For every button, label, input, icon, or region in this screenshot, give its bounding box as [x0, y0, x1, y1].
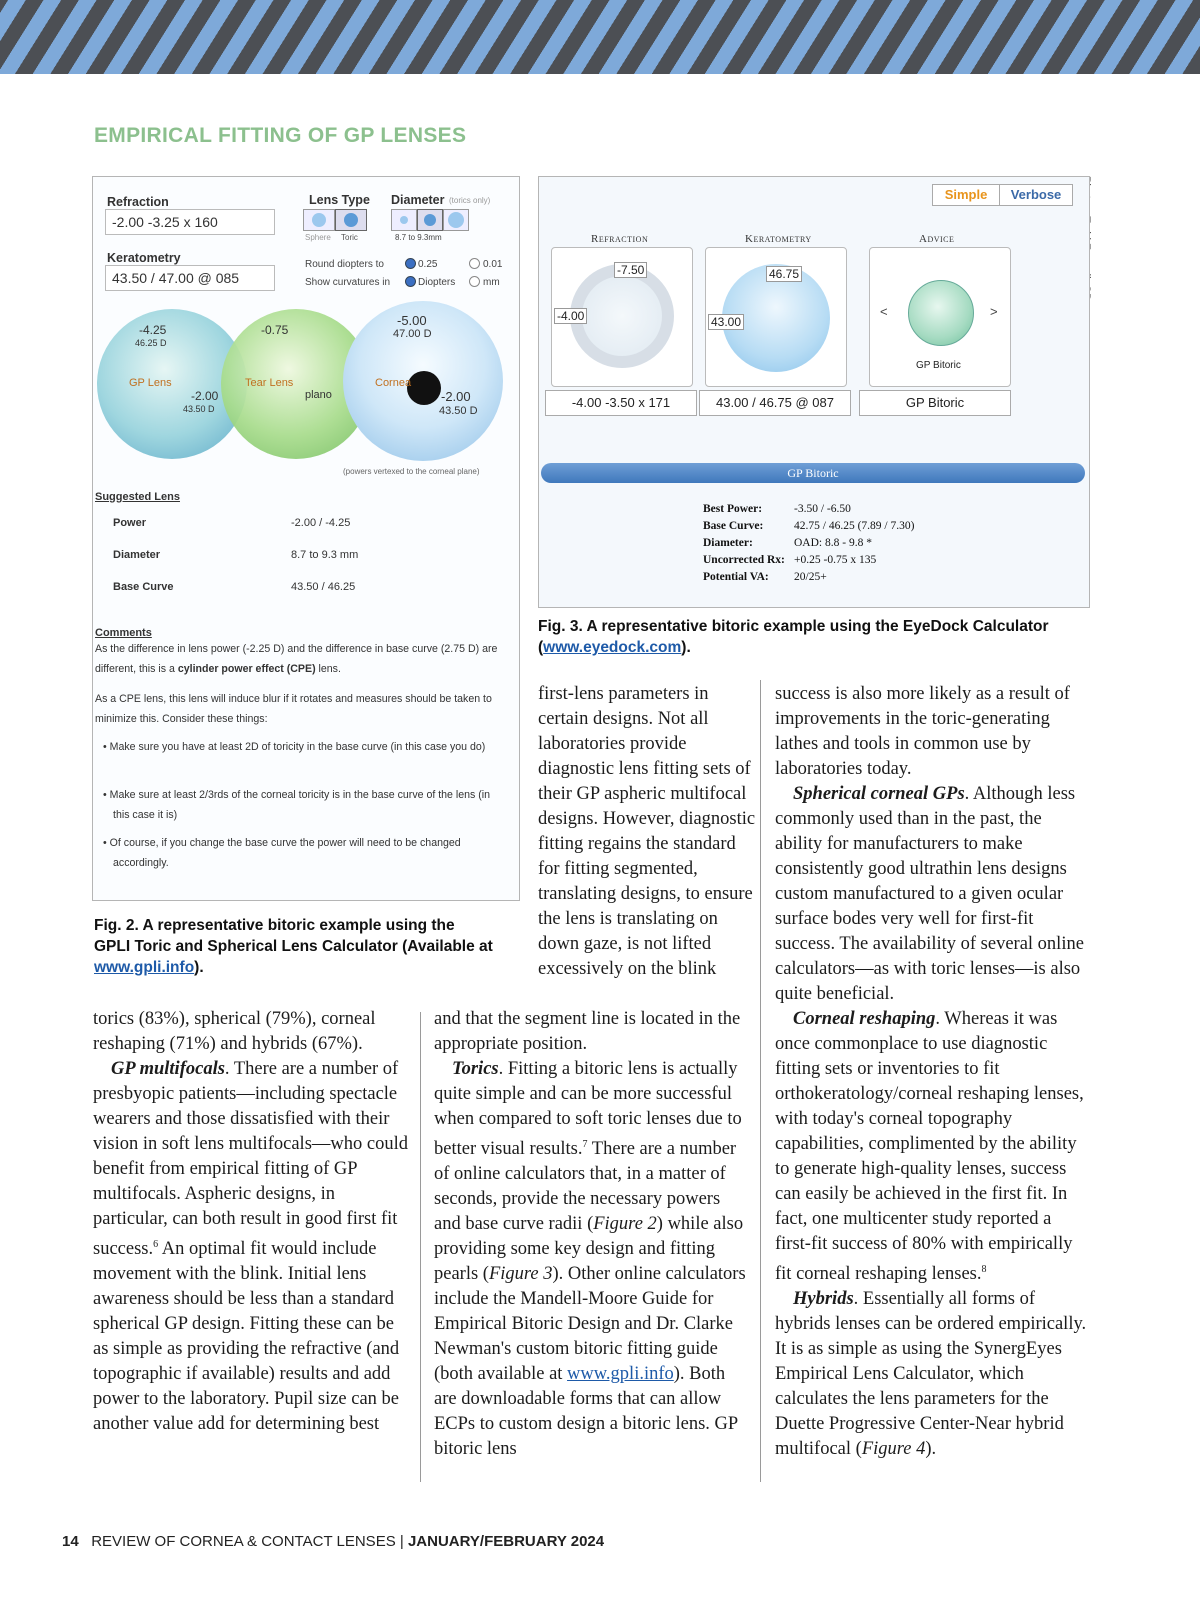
suggested-diameter-label: Diameter [113, 549, 161, 561]
advice-heading: Advice [919, 233, 955, 245]
col-b-para-1: and that the segment line is located in the appropriate position. [434, 1009, 741, 1054]
col-c-para-1: success is also more likely as a result of improvements in the toric-generating lathes and tools in common use by laboratories today. [775, 684, 1070, 779]
diameter-small-option[interactable] [391, 209, 417, 231]
keratometry-label: Keratometry [107, 251, 181, 265]
refraction-heading: Refraction [591, 233, 649, 245]
refraction-panel [551, 247, 693, 387]
detail-labels: Best Power: Base Curve: Diameter: Uncorrected Rx: Potential VA: [703, 503, 785, 583]
column-c [775, 682, 1091, 1462]
diopters-label: Diopters [418, 277, 456, 288]
issue-date: JANUARY/FEBRUARY 2024 [407, 1533, 605, 1550]
gp-side-power: -2.00 [191, 389, 219, 403]
page-footer [62, 1533, 604, 1550]
journal-name: REVIEW OF CORNEA & CONTACT LENSES [91, 1533, 396, 1550]
eyedock-link[interactable]: www.eyedock.com [543, 639, 682, 656]
col-c-para-4: Hybrids. Essentially all forms of hybrids lenses can be ordered empirically. It is as simple as using the SynergEyes Empirical Lens Calculator, which calculates the lens parameters for the Duette Progressive Center-Near hybrid multifocal (Figure 4). [775, 1289, 1087, 1460]
refraction-left-value: -4.00 [554, 308, 587, 324]
column-a [93, 1007, 409, 1437]
mm-radio[interactable] [469, 276, 480, 287]
tear-side-power: plano [305, 389, 332, 401]
keratometry-input[interactable]: 43.50 / 47.00 @ 085 [105, 265, 275, 291]
verbose-tab[interactable]: Verbose [999, 184, 1073, 206]
col-b-para-2: Torics. Fitting a bitoric lens is actually quite simple and can be more successful when compared to soft toric lenses due to better visual results.$^7$ There are a number of online calculators that, in a matter of seconds, provide the necessary powers and base curve radii (Figure 2) while also providing some key design and fitting pearls (Figure 3). Other online calculators include the Mandell-Moore Guide for Empirical Bitoric Design and Dr. Clarke Newman's custom bitoric fitting guide (both available at www.gpli.info). Both are downloadable forms that can allow ECPs to custom design a bitoric lens. GP bitoric lens [434, 1059, 746, 1460]
lens-type-label: Lens Type [309, 193, 370, 207]
gpli-link[interactable]: www.gpli.info [94, 959, 195, 976]
gp-lens-name: GP Lens [129, 377, 172, 389]
advice-panel-label: GP Bitoric [916, 360, 961, 371]
section-title: EMPIRICAL FITTING OF GP LENSES [94, 124, 467, 147]
diameter-label: Diameter [391, 193, 445, 207]
refraction-input[interactable]: -2.00 -3.25 x 160 [105, 209, 275, 235]
column-b [434, 1007, 750, 1462]
toric-label: Toric [341, 233, 358, 242]
gpli-body-link[interactable]: www.gpli.info [567, 1364, 674, 1385]
bullet-1: • Make sure you have at least 2D of toricity in the base curve (in this case you do) [103, 741, 486, 753]
col-a-para-1: torics (83%), spherical (79%), corneal reshaping (71%) and hybrids (67%). [93, 1009, 376, 1054]
advice-panel [869, 247, 1011, 387]
round-025-label: 0.25 [418, 259, 438, 270]
gp-top-curve: 46.25 D [135, 338, 167, 348]
comments-title: Comments [95, 627, 152, 639]
sphere-label: Sphere [305, 233, 331, 242]
header-stripes [0, 0, 1200, 74]
round-001-radio[interactable] [469, 258, 480, 269]
cornea-name: Cornea [375, 377, 412, 389]
advice-prev[interactable]: < [880, 304, 888, 319]
suggested-basecurve-label: Base Curve [113, 581, 174, 593]
bullet-2: • Make sure at least 2/3rds of the corneal toricity is in the base curve of the lens (in this case it is) [103, 789, 491, 821]
column-divider-1 [420, 1012, 421, 1482]
col-c-para-2: Spherical corneal GPs. Although less commonly used than in the past, the ability for manufacturers to make consistently good ultrathin lens designs custom manufactured to a given ocular surface bodes very well for first-fit success. The availability of several online calculators—as with toric lenses—is also quite beneficial. [775, 784, 1084, 1004]
pupil [407, 371, 441, 405]
tear-lens-name: Tear Lens [245, 377, 294, 389]
figure-3 [538, 176, 1090, 608]
diopters-radio[interactable] [405, 276, 416, 287]
footer-separator: | [399, 1533, 404, 1550]
keratometry-panel [705, 247, 847, 387]
cornea-side-power: -2.00 [441, 389, 471, 404]
comment-1: As the difference in lens power (-2.25 D) and the difference in base curve (2.75 D) are different, this is a cylinder power effect (CPE) lens. [95, 643, 498, 675]
diameter-note: (torics only) [449, 196, 491, 205]
simple-tab[interactable]: Simple [932, 184, 1000, 206]
advice-value-box[interactable]: GP Bitoric [859, 390, 1011, 416]
suggested-title: Suggested Lens [95, 491, 180, 503]
curv-label: Show curvatures in [305, 277, 391, 288]
col-a-para-2: GP multifocals. There are a number of presbyopic patients—including spectacle wearers and those dissatisfied with their vision in soft lens multifocals—who could benefit from empirical fitting of GP multifocals. Aspheric designs, in particular, can both result in good first fit success.$^6$ An optimal fit would include movement with the blink. Initial lens awareness should be less than a standard spherical GP design. Fitting these can be as simple as providing the refractive (and topographic if available) results and add power to the laboratory. Pupil size can be another value add for determining best [93, 1059, 408, 1435]
round-label: Round diopters to [305, 259, 384, 270]
bullet-3: • Of course, if you change the base curve the power will need to be changed accordingly. [103, 837, 461, 869]
figure-3-caption: Fig. 3. A representative bitoric example using the EyeDock Calculator (www.eyedock.com). [538, 618, 1049, 656]
vertex-note: (powers vertexed to the corneal plane) [343, 467, 480, 476]
toric-option[interactable] [335, 209, 367, 231]
cornea-top-curve: 47.00 D [393, 328, 432, 340]
keratometry-heading: Keratometry [745, 233, 812, 245]
suggested-basecurve-value: 43.50 / 46.25 [291, 581, 356, 593]
cornea-side-curve: 43.50 D [439, 405, 478, 417]
diameter-large-option[interactable] [443, 209, 469, 231]
diameter-range: 8.7 to 9.3mm [395, 233, 442, 242]
round-001-label: 0.01 [483, 259, 503, 270]
col-c-para-3: Corneal reshaping. Whereas it was once commonplace to use diagnostic fitting sets or inventories to fit orthokeratology/corneal reshaping lenses, with today's corneal topography capabilities, complimented by the ability to generate high-quality lenses, success can easily be achieved in the first fit. In fact, one multicenter study reported a first-fit success of 80% with empirically fit corneal reshaping lenses.$^8$ [775, 1009, 1084, 1285]
suggested-power-label: Power [113, 517, 147, 529]
sphere-option[interactable] [303, 209, 335, 231]
keratometry-top-value: 46.75 [766, 266, 802, 282]
figure-2 [92, 176, 520, 901]
round-025-radio[interactable] [405, 258, 416, 269]
tear-top-power: -0.75 [261, 323, 289, 337]
column-divider-2 [760, 680, 761, 1482]
page-number: 14 [62, 1533, 79, 1550]
refraction-value-box[interactable]: -4.00 -3.50 x 171 [545, 390, 697, 416]
mm-label: mm [483, 277, 500, 288]
refraction-top-value: -7.50 [614, 262, 647, 278]
refraction-label: Refraction [107, 195, 169, 209]
gp-side-curve: 43.50 D [183, 404, 215, 414]
advice-next[interactable]: > [990, 304, 998, 319]
cornea-top-power: -5.00 [397, 313, 427, 328]
detail-values: -3.50 / -6.50 42.75 / 46.25 (7.89 / 7.30) OAD: 8.8 - 9.8 * +0.25 -0.75 x 135 20/25+ [794, 503, 915, 583]
comment-2: As a CPE lens, this lens will induce blur if it rotates and measures should be taken to minimize this. Consider these things: [95, 693, 492, 725]
keratometry-left-value: 43.00 [708, 314, 744, 330]
keratometry-value-box[interactable]: 43.00 / 46.75 @ 087 [699, 390, 851, 416]
figure-2-caption: Fig. 2. A representative bitoric example using the GPLI Toric and Spherical Lens Calculator (Available at www.gpli.info). [94, 917, 493, 976]
column-b-top: first-lens parameters in certain designs. Not all laboratories provide diagnostic lens fitting sets of their GP aspheric multifocal designs. However, diagnostic fitting regains the standard for fitting segmented, translating designs, to ensure the lens is translating on down gaze, is not lifted excessively on the blink [538, 684, 756, 979]
gp-top-power: -4.25 [139, 323, 167, 337]
gp-bitoric-bar: GP Bitoric [541, 463, 1085, 483]
suggested-diameter-value: 8.7 to 9.3 mm [291, 549, 359, 561]
suggested-power-value: -2.00 / -4.25 [291, 517, 351, 529]
diameter-mid-option[interactable] [417, 209, 443, 231]
